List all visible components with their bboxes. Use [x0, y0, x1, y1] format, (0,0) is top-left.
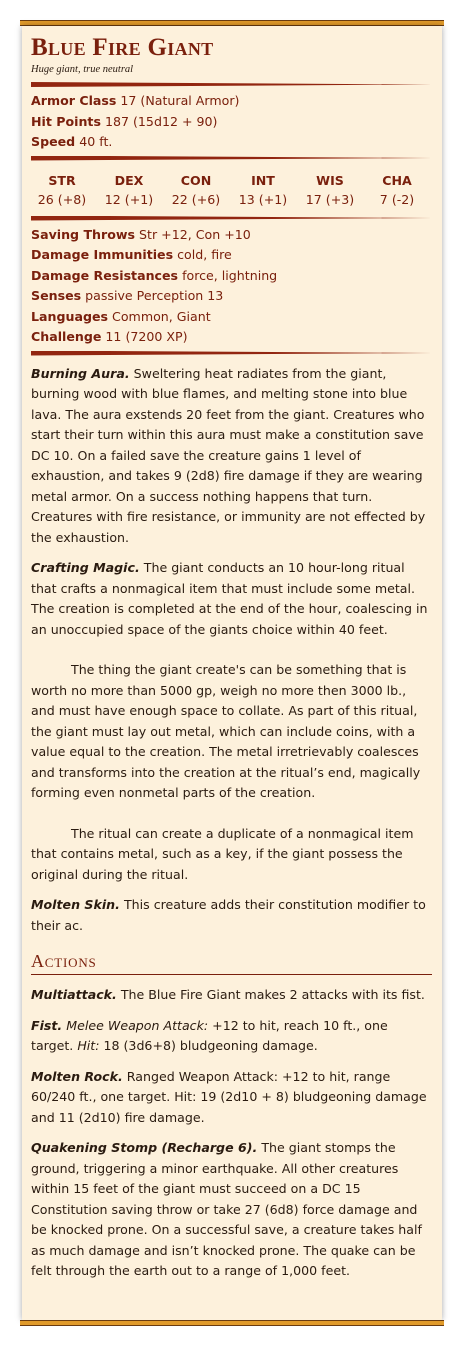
senses: Senses passive Perception 13	[31, 288, 224, 303]
defense-section	[31, 91, 432, 153]
trait-crafting-magic-p2: The thing the giant create's can be something that is worth no more than 5000 gp, weigh no more then 3000 lb., and must have enough space to collate. As part of this ritual, the giant must lay out metal, which can include coins, with a value equal to the creation. The metal irretrievably coalesces and transforms into the creation at the ritual’s end, magically forming even nonmetal parts of the creation.	[31, 662, 421, 800]
divider	[31, 351, 432, 356]
hit-points: Hit Points 187 (15d12 + 90)	[31, 113, 218, 129]
armor-class: Armor Class 17 (Natural Armor)	[31, 93, 240, 108]
properties-section	[31, 225, 432, 348]
languages: Languages Common, Giant	[31, 308, 211, 324]
monster-name: Blue Fire Giant	[31, 34, 214, 61]
divider	[31, 82, 432, 87]
saving-throws: Saving Throws Str +12, Con +10	[31, 226, 251, 242]
ability-con: CON 22 (+6)	[171, 172, 221, 207]
ability-int: INT 13 (+1)	[238, 172, 288, 207]
action-fist: Fist. Melee Weapon Attack: +12 to hit, reach 10 ft., one target. Hit: 18 (3d6+8) bludgeoning damage.	[31, 1017, 388, 1053]
challenge: Challenge 11 (7200 XP)	[31, 329, 188, 344]
trait-molten-skin: Molten Skin. This creature adds their constitution modifier to their ac.	[31, 897, 426, 933]
action-molten-rock: Molten Rock. Ranged Weapon Attack: +12 to hit, range 60/240 ft., one target. Hit: 19 (2d10 + 8) bludgeoning damage and 11 (2d10) fire damage.	[31, 1068, 427, 1125]
monster-meta: Huge giant, true neutral	[31, 64, 134, 75]
divider	[31, 216, 432, 221]
ability-dex: DEX 12 (+1)	[104, 172, 154, 207]
trait-burning-aura: Burning Aura. Sweltering heat radiates from the giant, burning wood with blue flames, and melting stone into blue lava. The aura exstends 20 feet from the giant. Creatures who start their turn within this aura must make a constitution save DC 10. On a failed save the creature gains 1 level of exhaustion, and takes 9 (2d8) fire damage if they are wearing metal armor. On a success nothing happens that turn. Creatures with fire resistance, or immunity are not effected by the exhaustion.	[31, 365, 426, 545]
ability-cha: CHA 7 (-2)	[379, 172, 415, 207]
actions-heading: Actions	[31, 950, 432, 975]
ability-scores	[31, 165, 432, 213]
action-multiattack: Multiattack. The Blue Fire Giant makes 2 attacks with its fist.	[31, 987, 425, 1002]
trait-crafting-magic-p3: The ritual can create a duplicate of a nonmagical item that contains metal, such as a key, if the giant possess the original during the ritual.	[31, 825, 414, 882]
stat-block	[22, 26, 442, 1320]
trait-crafting-magic: Crafting Magic. The giant conducts an 10 hour-long ritual that crafts a nonmagical item that must include some metal. The creation is completed at the end of the hour, coalescing in an unoccupied space of the giants choice within 40 feet.	[31, 560, 428, 637]
ability-wis: WIS 17 (+3)	[305, 172, 355, 207]
damage-resistances: Damage Resistances force, lightning	[31, 267, 278, 283]
damage-immunities: Damage Immunities cold, fire	[31, 247, 232, 262]
bottom-border-bar	[20, 1320, 444, 1326]
speed: Speed 40 ft.	[31, 134, 113, 149]
divider	[31, 156, 432, 161]
ability-str: STR 26 (+8)	[37, 172, 87, 207]
action-quakening-stomp: Quakening Stomp (Recharge 6). The giant stomps the ground, triggering a minor earthquake. All other creatures within 15 feet of the giant must succeed on a DC 15 Constitution saving throw or take 27 (6d8) force damage and be knocked prone. On a successful save, a creature takes half as much damage and isn’t knocked prone. The quake can be felt through the earth out to a range of 1,000 feet.	[31, 1140, 422, 1278]
